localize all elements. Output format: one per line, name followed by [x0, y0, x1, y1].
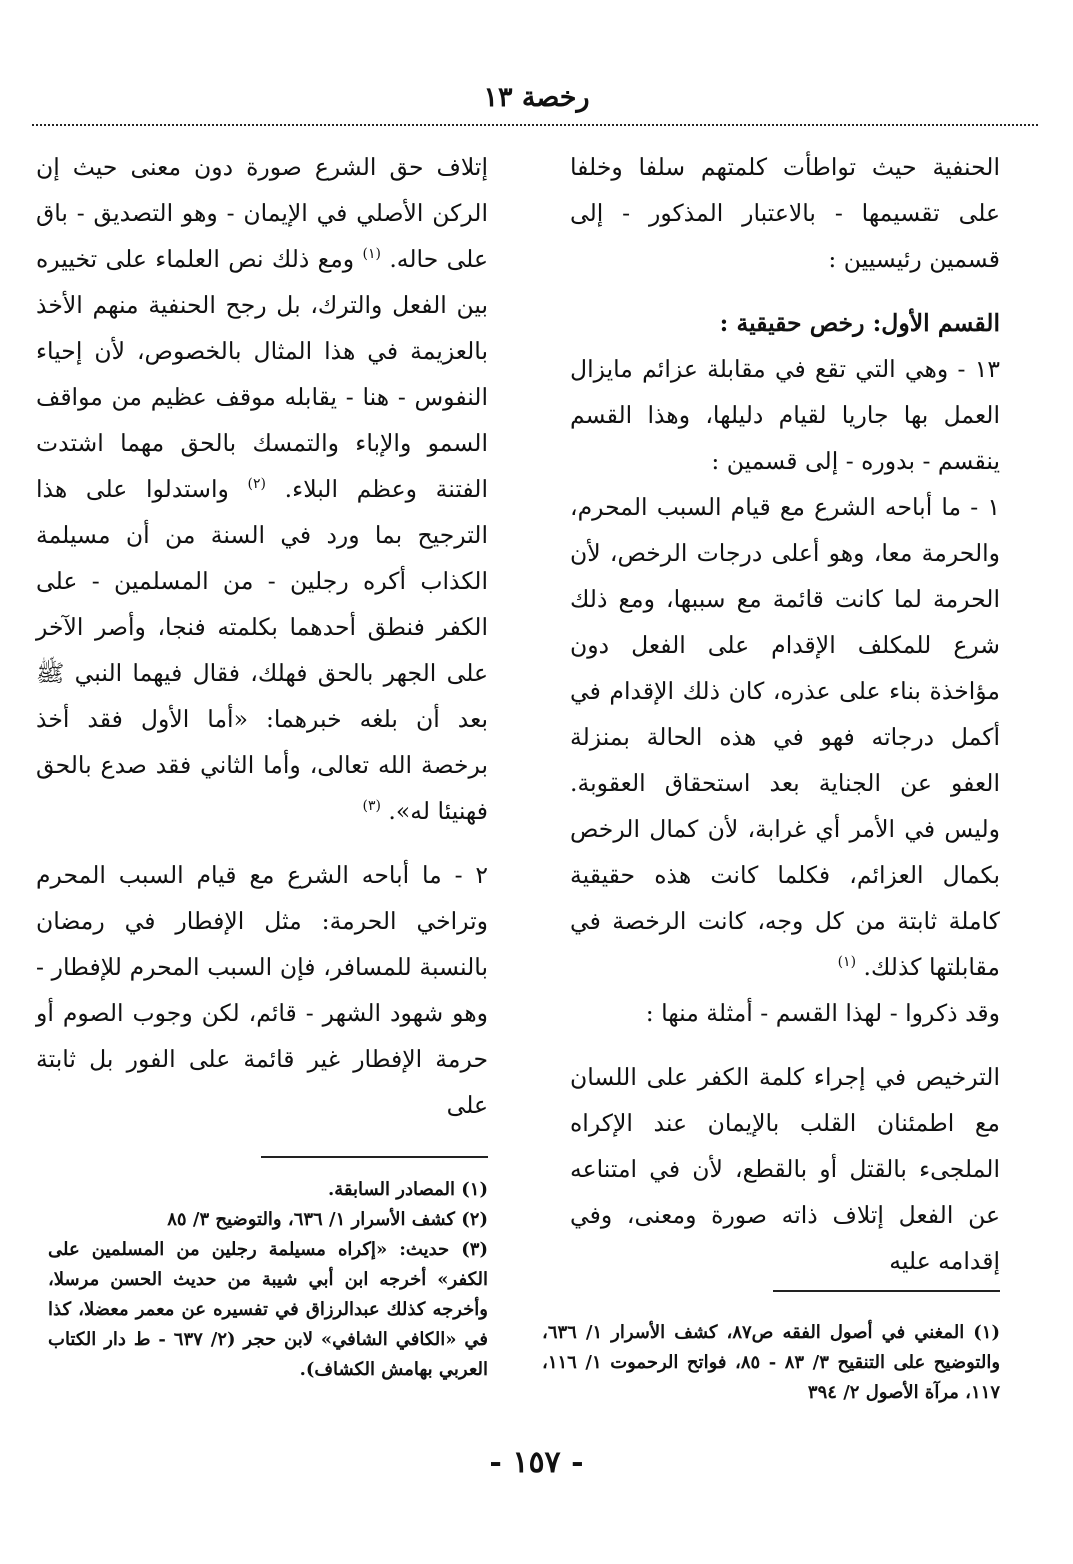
paragraph-item-1-text: ١ - ما أباحه الشرع مع قيام السبب المحرم، والحرمة معا، وهو أعلى درجات الرخص، لأن الحرمة لما كانت قائمة مع سببها، ومع ذلك شرع للمكلف الإقدام على الفعل دون مؤاخذة بناء على عذره، كان ذلك الإقدام في أكمل درجاته فهو في هذه الحالة بمنزلة العفو عن الجناية بعد استحقاق العقوبة. وليس في الأمر أي غرابة، لأن كمال الرخص بكمال العزائم، فكلما كانت هذه حقيقية كاملة ثابتة من كل وجه، كانت الرخصة في مقابلتها كذلك. [570, 493, 1000, 981]
footnotes-left [48, 1175, 488, 1385]
footnote: (١) المغني في أصول الفقه ص٨٧، كشف الأسرار ١/ ٦٣٦، والتوضيح على التنقيح ٣/ ٨٣ - ٨٥، فواتح الرحموت ١/ ١١٦، ١١٧، مرآة الأصول ٢/ ٣٩٤ [542, 1322, 1001, 1403]
footnote-ref: (١) [362, 246, 381, 263]
paragraph-13: ١٣ - وهي التي تقع في مقابلة عزائم مايزال العمل بها جاريا لقيام دليلها، وهذا القسم ينقسم - بدوره - إلى قسمين : [570, 355, 1000, 475]
paragraph-examples: وقد ذكروا - لهذا القسم - أمثلة منها : [645, 999, 1000, 1027]
paragraph-continuation [36, 144, 488, 834]
right-column [570, 144, 1000, 1284]
continuation-text-a: إتلاف حق الشرع صورة دون معنى حيث إن الركن الأصلي في الإيمان - وهو التصديق - باق على حاله. [36, 153, 488, 273]
paragraph-item-1 [570, 484, 1000, 990]
continuation-text-b: ومع ذلك نص العلماء على تخييره بين الفعل والترك، بل رجح الحنفية منهم الأخذ بالعزيمة في هذا المثال بالخصوص، لأن إحياء النفوس - هنا - يقابله موقف عظيم من مواقف السمو والإباء والتمسك بالحق مهما اشتدت الفتنة وعظم البلاء. [36, 245, 488, 503]
footnote: (٢) كشف الأسرار ١/ ٦٣٦، والتوضيح ٣/ ٨٥ [167, 1209, 488, 1230]
footnote-ref: (١) [837, 954, 857, 971]
left-column [36, 144, 488, 1128]
page-number: - ١٥٧ - [489, 1445, 584, 1480]
footnotes-right [542, 1318, 1000, 1408]
paragraph-item-2: ٢ - ما أباحه الشرع مع قيام السبب المحرم وتراخي الحرمة: مثل الإفطار في رمضان بالنسبة للمسافر، فإن السبب المحرم للإفطار - وهو شهود الشهر - قائم، لكن وجوب الصوم أو حرمة الإفطار غير قائمة على الفور بل ثابتة على [36, 861, 488, 1119]
intro-paragraph: الحنفية حيث تواطأت كلمتهم سلفا وخلفا على تقسيمها - بالاعتبار المذكور - إلى قسمين رئيسيين : [570, 153, 1000, 273]
footnote-rule-left [261, 1156, 488, 1158]
section-heading: القسم الأول: رخص حقيقية : [719, 309, 1000, 337]
footnote-rule-right [773, 1290, 1000, 1292]
running-head: رخصة ١٣ [483, 82, 590, 113]
footnote: (١) المصادر السابقة. [327, 1179, 488, 1200]
footnote-ref: (٣) [362, 798, 381, 815]
paragraph-tarkhis: الترخيص في إجراء كلمة الكفر على اللسان مع اطمئنان القلب بالإيمان عند الإكراه الملجىء بالقتل أو بالقطع، لأن في امتناعه عن الفعل إتلاف ذاته صورة ومعنى، وفي إقدامه عليه [570, 1063, 1000, 1275]
header-dotted-rule [32, 124, 1038, 126]
footnote-ref: (٢) [247, 476, 266, 493]
continuation-text-c: واستدلوا على هذا الترجيح بما ورد في السنة من أن مسيلمة الكذاب أكره رجلين - من المسلمين - على الكفر فنطق أحدهما بكلمته فنجا، وأصر الآخر على الجهر بالحق فهلك، فقال فيهما النبي ﷺ بعد أن بلغه خبرهما: «أما الأول فقد أخذ برخصة الله تعالى، وأما الثاني فقد صدع بالحق فهنيئا له». [36, 475, 489, 825]
footnote: (٣) حديث: «إكراه مسيلمة رجلين من المسلمين على الكفر» أخرجه ابن أبي شيبة من حديث الحسن مرسلا، وأخرجه كذلك عبدالرزاق في تفسيره عن معمر معضلا، كذا في «الكافي الشافي» لابن حجر (٢/ ٦٣٧ - ط دار الكتاب العربي بهامش الكشاف). [48, 1239, 489, 1380]
